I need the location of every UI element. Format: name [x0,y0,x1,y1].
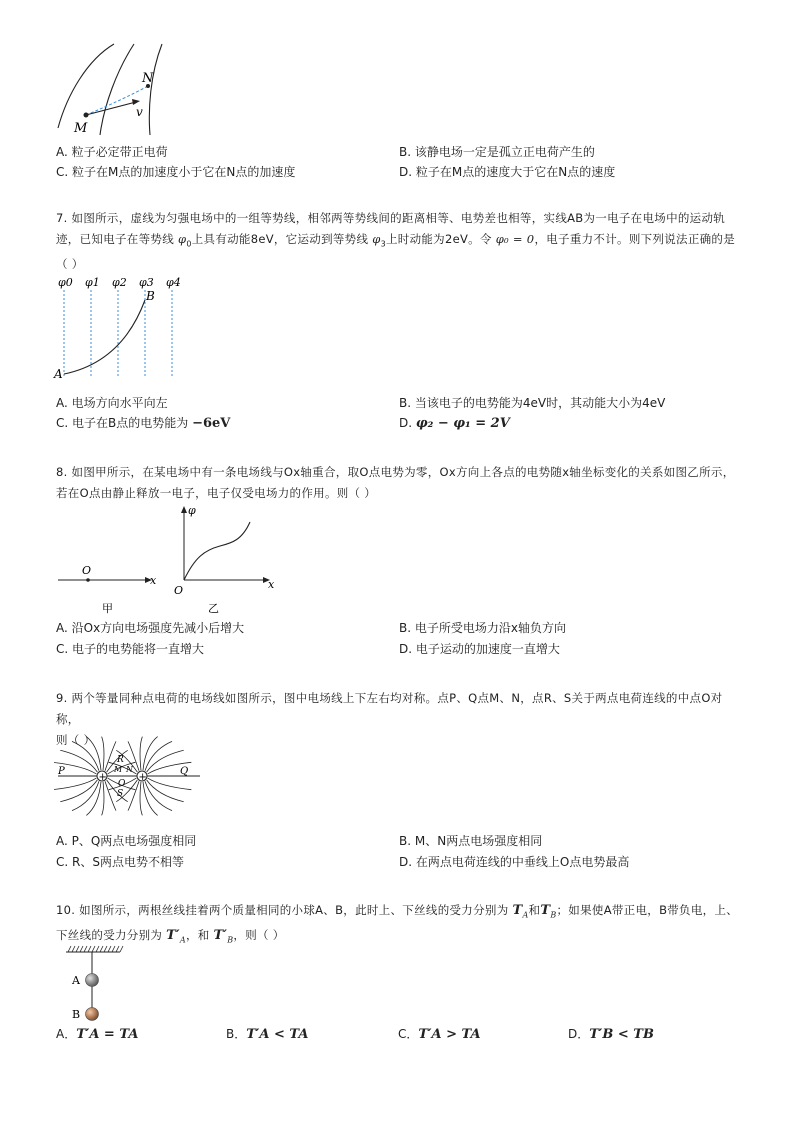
q6-option-c[interactable]: C. 粒子在M点的加速度小于它在N点的加速度 [56,165,296,179]
q7-option-d-text: D. [399,416,416,430]
q7-phi0: φ [177,232,187,246]
q6-point-m [84,113,89,118]
q7-stem-text: 上具有动能8eV，它运动到等势线 [191,232,373,246]
q9-stem-line-1: 9. 两个等量同种点电荷的电场线如图所示，图中电场线上下左右均对称。点P、Q点M、N，点R、S关于两点电荷连线的中点O对称， [56,691,723,726]
q7-label-phi2: φ2 [112,276,127,289]
q10-tb-sub: B [550,910,557,920]
q10-hatch-line [112,946,115,952]
q9-label-s: S [117,789,124,799]
q9-label-o: O [118,779,126,789]
q10-stem-text: ；如果使A带正电，B带负电，上、 [556,903,739,917]
q10-stem-text: 下丝线的受力分别为 [56,928,167,943]
q6-field-line-3 [149,44,162,135]
q9-field-line [60,780,97,802]
q8-option-a[interactable]: A. 沿Ox方向电场强度先减小后增大 [56,621,245,635]
q8-stem [56,462,746,504]
q9-field-line [60,750,97,772]
q10-hatch-line [108,946,111,952]
q10-stem-line-2 [56,925,746,950]
q7-stem-text: 迹，已知电子在等势线 [56,232,178,246]
q8-yi-label-x: x [268,578,275,591]
q7-stem-line-2: 迹，已知电子在等势线 $\varphi_0$上具有动能8eV，它运动到等势线 $\varphi_3$上时动能为2eV。令 φ₀ = 0，电子重力不计。则下列说法正确的是 [56,232,736,249]
q6-field-line-2 [100,44,134,135]
q10-option-d-math: T′B < TB [589,1027,654,1042]
q10-hatch-line [76,946,79,952]
q6-option-a[interactable]: A. 粒子必定带正电荷 [56,145,168,159]
q8-yi-potential-curve [184,522,250,580]
q10-option-c-math: T′A > TA [418,1027,481,1042]
q10-label-b: B [72,1008,81,1021]
q9-label-n: N [126,765,133,774]
q9-field-line [147,750,184,772]
q7-stem [56,208,746,275]
q10-hatch-line [116,946,119,952]
q7-stem-line-1: 7. 如图所示，虚线为匀强电场中的一组等势线，相邻两等势线间的距离相等、电势差也相等，实线AB为一电子在电场中的运动轨 [56,211,726,225]
q7-trajectory-ab [64,300,145,374]
q10-option-c-prefix: C． [398,1027,419,1041]
q7-option-a[interactable]: A. 电场方向水平向左 [56,396,168,410]
q10-ball-a [86,974,99,987]
q7-option-c[interactable] [56,415,230,432]
q8-jia-label-o: O [82,564,92,577]
q10-stem-text: 10. 如图所示，两根丝线挂着两个质量相同的小球A、B，此时上、下丝线的受力分别为 [56,903,513,917]
q8-figure-jia [52,560,162,620]
q7-label-phi3: φ3 [139,276,154,289]
q7-phi0-eq: φ₀ = 0 [495,232,535,246]
q9-option-c[interactable]: C. R、S两点电势不相等 [56,855,184,869]
q9-option-a[interactable]: A. P、Q两点电场强度相同 [56,834,197,848]
q9-charge-left-sign: + [98,772,107,783]
q10-stem-line-1 [56,900,746,925]
q10-stem-text: 和 [528,903,541,917]
q10-stem-text: ，则（ ） [233,928,285,943]
q7-label-a: A [54,367,63,381]
q10-stem [56,900,746,951]
q10-option-b[interactable] [226,1026,308,1043]
q9-charge-right-sign: + [138,772,147,783]
q10-option-a[interactable] [56,1026,138,1043]
q8-stem-line-1: 8. 如图甲所示，在某电场中有一条电场线与Ox轴重合，取O点电势为零，Ox方向上各点的电势随x轴坐标变化的关系如图乙所示， [56,465,735,479]
q10-hatch-line [84,946,87,952]
q9-field-line [140,782,142,815]
q10-option-d-prefix: D． [568,1027,590,1041]
q8-yi-caption: 乙 [208,602,219,615]
q9-field-line [140,737,142,770]
q9-label-q: Q [180,766,189,777]
q8-option-c[interactable]: C. 电子的电势能将一直增大 [56,642,205,656]
q10-ball-b [86,1008,99,1021]
q7-option-c-text: C. 电子在B点的电势能为 [56,416,193,430]
q8-jia-origin [86,578,90,582]
q10-tb: T [540,903,551,918]
q10-hatch-line [80,946,83,952]
q7-stem-text: 上时动能为2eV。令 [385,232,496,246]
q6-label-v: v [136,105,143,119]
q10-option-a-prefix: A． [56,1027,77,1041]
q9-label-r: R [117,755,124,765]
q8-option-d[interactable]: D. 电子运动的加速度一直增大 [399,642,560,656]
q7-label-phi0: φ0 [58,276,73,289]
q7-stem-line-3: （ ） [56,257,84,272]
q9-option-b[interactable]: B. M、N两点电场强度相同 [399,834,543,848]
q8-jia-caption: 甲 [102,602,113,615]
q9-field-line [102,737,104,770]
q10-ta-sub: A [522,910,529,920]
q9-stem-line-2: 则（ ） [56,733,96,747]
q10-hatch-line [88,946,91,952]
q8-yi-y-arrowhead [181,506,187,513]
q10-tbp-sub: B [227,935,234,945]
q6-label-m: M [74,121,88,136]
q7-option-c-math: −6eV [192,416,231,431]
q10-option-b-prefix: B． [226,1027,247,1041]
q9-field-line [102,782,104,815]
q10-ceiling-hatch [68,946,123,952]
q9-label-m: M [114,765,123,774]
q10-hatch-line [100,946,103,952]
q10-option-d[interactable] [568,1026,654,1043]
q8-figure-yi [170,502,282,620]
q7-figure [52,272,192,384]
q7-label-phi4: φ4 [166,276,181,289]
q8-jia-label-x: x [150,574,157,587]
q10-hatch-line [92,946,95,952]
q10-hatch-line [120,946,123,952]
q10-tap: T′ [166,928,180,944]
q6-option-b[interactable]: B. 该静电场一定是孤立正电荷产生的 [399,145,595,159]
q10-tbp: T′ [213,928,228,944]
q6-option-d[interactable]: D. 粒子在M点的速度大于它在N点的速度 [399,165,616,179]
q10-hatch-line [96,946,99,952]
q6-label-n: N [142,71,154,86]
q9-option-d[interactable]: D. 在两点电荷连线的中垂线上O点电势最高 [399,855,630,869]
q9-figure [54,734,204,818]
q7-option-b[interactable]: B. 当该电子的电势能为4eV时，其动能大小为4eV [399,396,666,410]
q8-yi-label-o: O [174,584,184,597]
q10-option-b-math: T′A < TA [246,1027,309,1042]
q8-option-b[interactable]: B. 电子所受电场力沿x轴负方向 [399,621,566,635]
q7-label-phi1: φ1 [85,276,100,289]
q7-option-d-math: φ₂ − φ₁ = 2V [415,416,510,431]
q7-option-d[interactable] [399,415,510,432]
q9-label-p: P [58,766,65,777]
q10-hatch-line [104,946,107,952]
q10-figure [60,944,130,1026]
q7-label-b: B [146,289,155,303]
q10-option-a-math: T′A = TA [76,1027,139,1042]
q8-yi-label-phi: φ [188,504,196,517]
q10-option-c[interactable] [398,1026,481,1043]
q8-stem-line-2: 若在O点由静止释放一电子，电子仅受电场力的作用。则（ ） [56,486,377,500]
q10-tap-sub: A [179,935,186,945]
q6-figure [52,40,172,140]
q10-hatch-line [72,946,75,952]
q7-stem-text: ，电子重力不计。则下列说法正确的是 [534,232,736,246]
q10-ta: T [512,903,523,918]
q10-label-a: A [72,974,80,987]
q10-hatch-line [68,946,71,952]
q10-stem-text: ，和 [185,928,214,943]
q9-field-line [147,780,184,802]
